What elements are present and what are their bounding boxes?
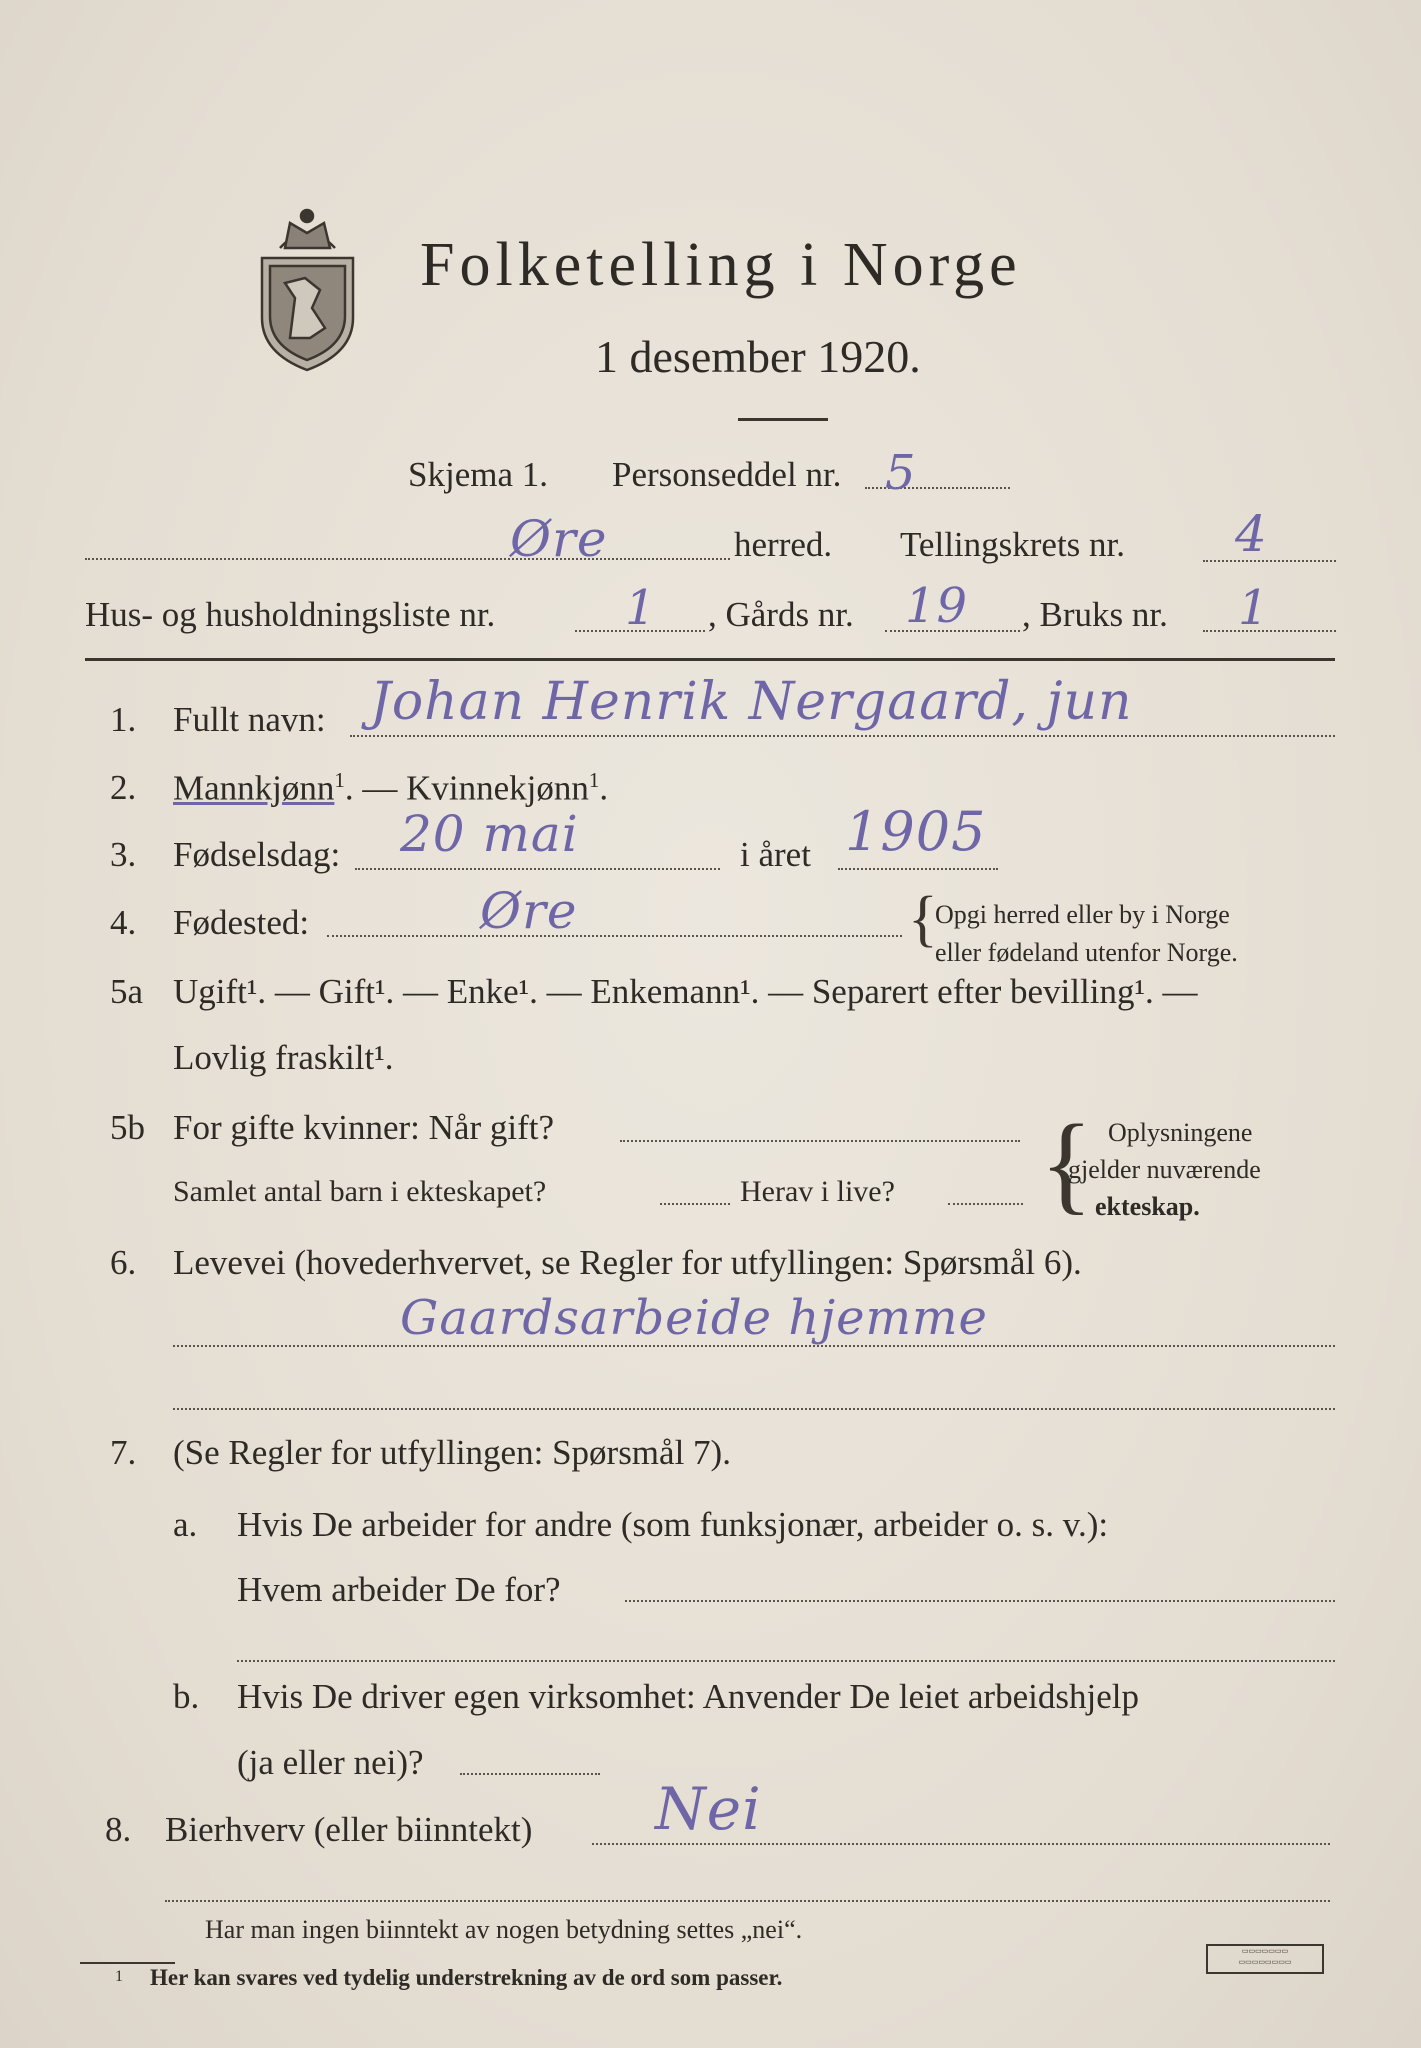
tellingskrets-value[interactable]: 4 [1235,505,1268,563]
bruks-value[interactable]: 1 [1238,580,1270,636]
herred-label: herred. [734,525,833,564]
q1-value[interactable]: Johan Henrik Nergaard, jun [370,672,1133,732]
q5b-live-line [948,1203,1023,1205]
q4-line [327,935,902,937]
q6-label: Levevei (hovederhvervet, se Regler for utfyllingen: Spørsmål 6). [173,1243,1082,1282]
title-divider [738,418,828,421]
q6-line-2 [173,1408,1335,1410]
coat-of-arms-icon [250,178,365,373]
footer-note: Har man ingen biinntekt av nogen betydning settes „nei“. [205,1915,803,1944]
q8-line-2 [165,1900,1330,1902]
q5b-number: 5b [110,1108,145,1147]
q5b-barn-line [660,1203,730,1205]
footnote-rule [80,1962,175,1964]
q5b-brace: { [1040,1102,1093,1224]
q4-brace: { [908,885,938,953]
q2-number: 2. [110,768,137,807]
q8-line [592,1843,1330,1845]
tellingskrets-line [1203,560,1336,562]
skjema-label: Skjema 1. [408,455,548,494]
q2-kvinne[interactable]: Kvinnekjønn [406,768,589,808]
q7b-answer-line [460,1773,600,1775]
herred-value[interactable]: Øre [510,510,608,568]
q5b-note-3: ekteskap. [1095,1192,1200,1221]
q5b-gift-line [620,1140,1020,1142]
q7-number: 7. [110,1433,137,1472]
hus-label: Hus- og husholdningsliste nr. [85,595,496,634]
herred-line [85,558,730,560]
q2-end: . [599,768,609,808]
q5b-note-1: Oplysningene [1108,1118,1253,1147]
gards-label: , Gårds nr. [708,595,854,634]
personseddel-label: Personseddel nr. [612,455,842,494]
q7b-number: b. [173,1677,200,1716]
q3-year-line [838,868,998,870]
q3-line [355,868,720,870]
q2-options [173,768,608,809]
q7b-line-1: Hvis De driver egen virksomhet: Anvender De leiet arbeidshjelp [237,1677,1139,1716]
q4-label: Fødested: [173,903,310,942]
q2-separator: . — [344,768,407,808]
q7a-line-2: Hvem arbeider De for? [237,1570,561,1609]
tellingskrets-label: Tellingskrets nr. [900,525,1126,564]
q6-value[interactable]: Gaardsarbeide hjemme [400,1290,988,1346]
q7a-line-1: Hvis De arbeider for andre (som funksjonær, arbeider o. s. v.): [237,1505,1109,1544]
q5b-live-label: Herav i live? [740,1175,895,1208]
q7a-answer-line [625,1600,1335,1602]
q5b-barn-label: Samlet antal barn i ekteskapet? [173,1175,547,1208]
q7b-line-2: (ja eller nei)? [237,1743,424,1782]
q5a-options[interactable]: Ugift¹. — Gift¹. — Enke¹. — Enkemann¹. — Separert efter bevilling¹. — [173,972,1198,1011]
q3-year-label: i året [740,835,811,874]
q7a-answer-line-2 [237,1660,1335,1662]
footnote-text: Her kan svares ved tydelig understrekning av de ord som passer. [150,1965,783,1990]
q5b-label: For gifte kvinner: Når gift? [173,1108,555,1147]
printer-stamp: ▭▭▭▭▭▭▭ ▭▭▭▭▭▭▭▭ [1206,1944,1324,1974]
q4-note-1: Opgi herred eller by i Norge [935,900,1230,929]
bruks-label: , Bruks nr. [1022,595,1168,634]
q2-sup-kvinne: 1 [588,768,600,792]
q3-number: 3. [110,835,137,874]
q3-label: Fødselsdag: [173,835,341,874]
q1-number: 1. [110,700,137,739]
q5b-note-2: gjelder nuværende [1068,1155,1261,1184]
q7-label: (Se Regler for utfyllingen: Spørsmål 7). [173,1433,731,1472]
q5a-options-2[interactable]: Lovlig fraskilt¹. [173,1038,394,1077]
q6-number: 6. [110,1243,137,1282]
q8-value[interactable]: Nei [655,1775,762,1843]
header-divider [85,658,1335,661]
form-title: Folketelling i Norge [420,231,1022,299]
q5a-number: 5a [110,972,144,1011]
q2-sup-mann: 1 [334,768,345,792]
q2-mann[interactable]: Mannkjønn [173,768,335,808]
q4-value[interactable]: Øre [480,882,578,940]
q4-number: 4. [110,903,137,942]
q7a-number: a. [173,1505,198,1544]
q1-line [350,735,1335,737]
q4-note-2: eller fødeland utenfor Norge. [935,938,1238,967]
q8-label: Bierhverv (eller biinntekt) [165,1810,533,1849]
q3-value[interactable]: 20 mai [400,805,579,863]
footnote-number: 1 [115,1968,123,1985]
personseddel-value[interactable]: 5 [885,445,917,501]
q1-label: Fullt navn: [173,700,326,739]
q3-year-value[interactable]: 1905 [845,800,987,863]
q6-line-1 [173,1345,1335,1347]
hus-value[interactable]: 1 [625,580,657,636]
gards-value[interactable]: 19 [905,578,969,634]
form-date: 1 desember 1920. [595,331,921,382]
q8-number: 8. [105,1810,132,1849]
